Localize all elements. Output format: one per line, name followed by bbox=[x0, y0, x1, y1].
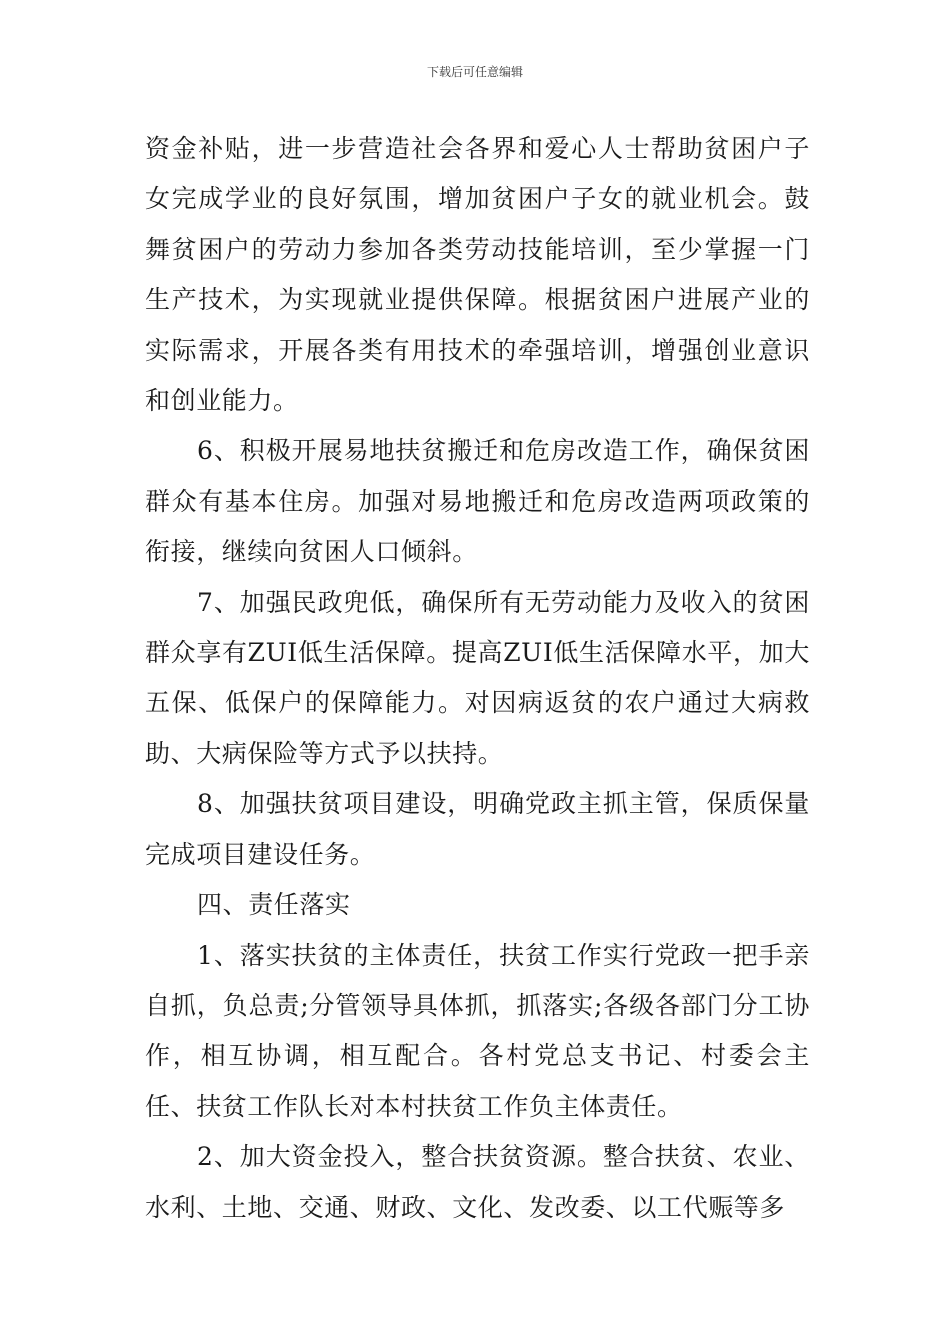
paragraph-item-2: 2、加大资金投入，整合扶贫资源。整合扶贫、农业、水利、土地、交通、财政、文化、发改委、以工代赈等多 bbox=[145, 1142, 810, 1222]
paragraph-item-8: 8、加强扶贫项目建设，明确党政主抓主管，保质保量完成项目建设任务。 bbox=[145, 789, 810, 869]
section-heading: 四、责任落实 bbox=[197, 890, 351, 920]
document-body bbox=[145, 124, 810, 1233]
paragraph-continuation: 资金补贴，进一步营造社会各界和爱心人士帮助贫困户子女完成学业的良好氛围，增加贫困户子女的就业机会。鼓舞贫困户的劳动力参加各类劳动技能培训，至少掌握一门生产技术，为实现就业提供保障。根据贫困户进展产业的实际需求，开展各类有用技术的牵强培训，增强创业意识和创业能力。 bbox=[145, 134, 810, 416]
paragraph-item-7: 7、加强民政兜低，确保所有无劳动能力及收入的贫困群众享有ZUI低生活保障。提高ZUI低生活保障水平，加大五保、低保户的保障能力。对因病返贫的农户通过大病救助、大病保险等方式予以扶持。 bbox=[145, 587, 810, 768]
paragraph-item-1: 1、落实扶贫的主体责任，扶贫工作实行党政一把手亲自抓，负总责;分管领导具体抓，抓落实;各级各部门分工协作，相互协调，相互配合。各村党总支书记、村委会主任、扶贫工作队长对本村扶贫工作负主体责任。 bbox=[145, 940, 810, 1121]
page-header: 下载后可任意编辑 bbox=[426, 65, 523, 79]
paragraph-item-6: 6、积极开展易地扶贫搬迁和危房改造工作，确保贫困群众有基本住房。加强对易地搬迁和危房改造两项政策的衔接，继续向贫困人口倾斜。 bbox=[145, 436, 810, 567]
